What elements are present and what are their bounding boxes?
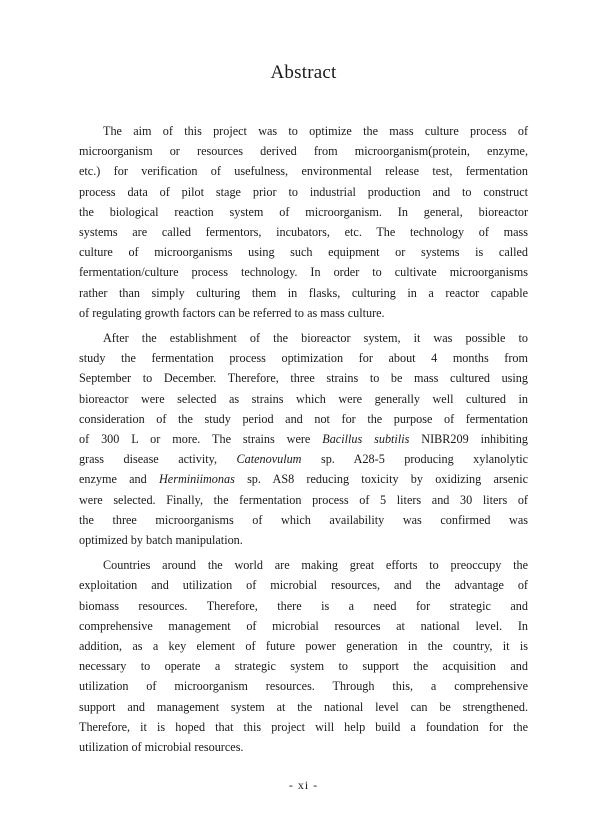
text-line: comprehensive management of microbial resources at national level. In xyxy=(79,618,528,633)
text-line: optimized by batch manipulation. xyxy=(79,533,243,548)
species-name: Herminiimonas xyxy=(158,472,235,487)
text-line: September to December. Therefore, three strains to be mass cultured using xyxy=(79,371,528,386)
text-line: microorganism or resources derived from microorganism(protein, enzyme, xyxy=(79,144,528,159)
text-line: of 300 L or more. The strains were Bacillus subtilis NIBR209 inhibiting xyxy=(79,432,528,447)
abstract-paragraph xyxy=(79,328,528,550)
text-line: process data of pilot stage prior to industrial production and to construct xyxy=(79,184,528,199)
text-line: support and management system at the national level can be strengthened. xyxy=(79,699,528,714)
text-line: After the establishment of the bioreactor system, it was possible to xyxy=(103,331,528,346)
text-line: study the fermentation process optimization for about 4 months from xyxy=(79,351,528,366)
text-line: the three microorganisms of which availability was confirmed was xyxy=(79,512,528,527)
text-line: fermentation/culture process technology. In order to cultivate microorganisms xyxy=(79,265,528,280)
text-line: of regulating growth factors can be referred to as mass culture. xyxy=(79,305,385,320)
text-line: were selected. Finally, the fermentation process of 5 liters and 30 liters of xyxy=(79,492,528,507)
text-line: the biological reaction system of microorganism. In general, bioreactor xyxy=(79,204,528,219)
text-line: utilization of microorganism resources. Through this, a comprehensive xyxy=(79,679,528,694)
text-line: bioreactor were selected as strains which were generally well cultured in xyxy=(79,391,528,406)
text-line: rather than simply culturing them in flasks, culturing in a reactor capable xyxy=(79,285,528,300)
text-line: addition, as a key element of future power generation in the country, it is xyxy=(79,639,528,654)
species-name: Catenovulum xyxy=(236,452,302,467)
species-name: Bacillus subtilis xyxy=(322,432,410,447)
text-line: The aim of this project was to optimize the mass culture process of xyxy=(103,124,528,138)
abstract-body xyxy=(79,121,528,762)
abstract-paragraph xyxy=(79,555,528,757)
text-line: biomass resources. Therefore, there is a need for strategic and xyxy=(79,598,528,613)
text-line: systems are called fermentors, incubators, etc. The technology of mass xyxy=(79,225,528,240)
page-number: - xi - xyxy=(288,778,319,792)
page-title: Abstract xyxy=(270,62,337,83)
text-line: enzyme and Herminiimonas sp. AS8 reducing toxicity by oxidizing arsenic xyxy=(79,472,528,487)
text-line: grass disease activity, Catenovulum sp. A28-5 producing xylanolytic xyxy=(79,452,528,467)
text-line: etc.) for verification of usefulness, environmental release test, fermentation xyxy=(79,164,528,179)
text-line: exploitation and utilization of microbial resources, and the advantage of xyxy=(79,578,528,593)
text-line: Therefore, it is hoped that this project will help build a foundation for the xyxy=(79,719,528,734)
text-line: Countries around the world are making great efforts to preoccupy the xyxy=(103,558,528,573)
text-line: consideration of the study period and not for the purpose of fermentation xyxy=(79,411,528,426)
text-line: necessary to operate a strategic system to support the acquisition and xyxy=(79,659,528,674)
abstract-paragraph xyxy=(79,121,528,323)
text-line: culture of microorganisms using such equipment or systems is called xyxy=(79,245,528,260)
text-line: utilization of microbial resources. xyxy=(79,740,244,755)
